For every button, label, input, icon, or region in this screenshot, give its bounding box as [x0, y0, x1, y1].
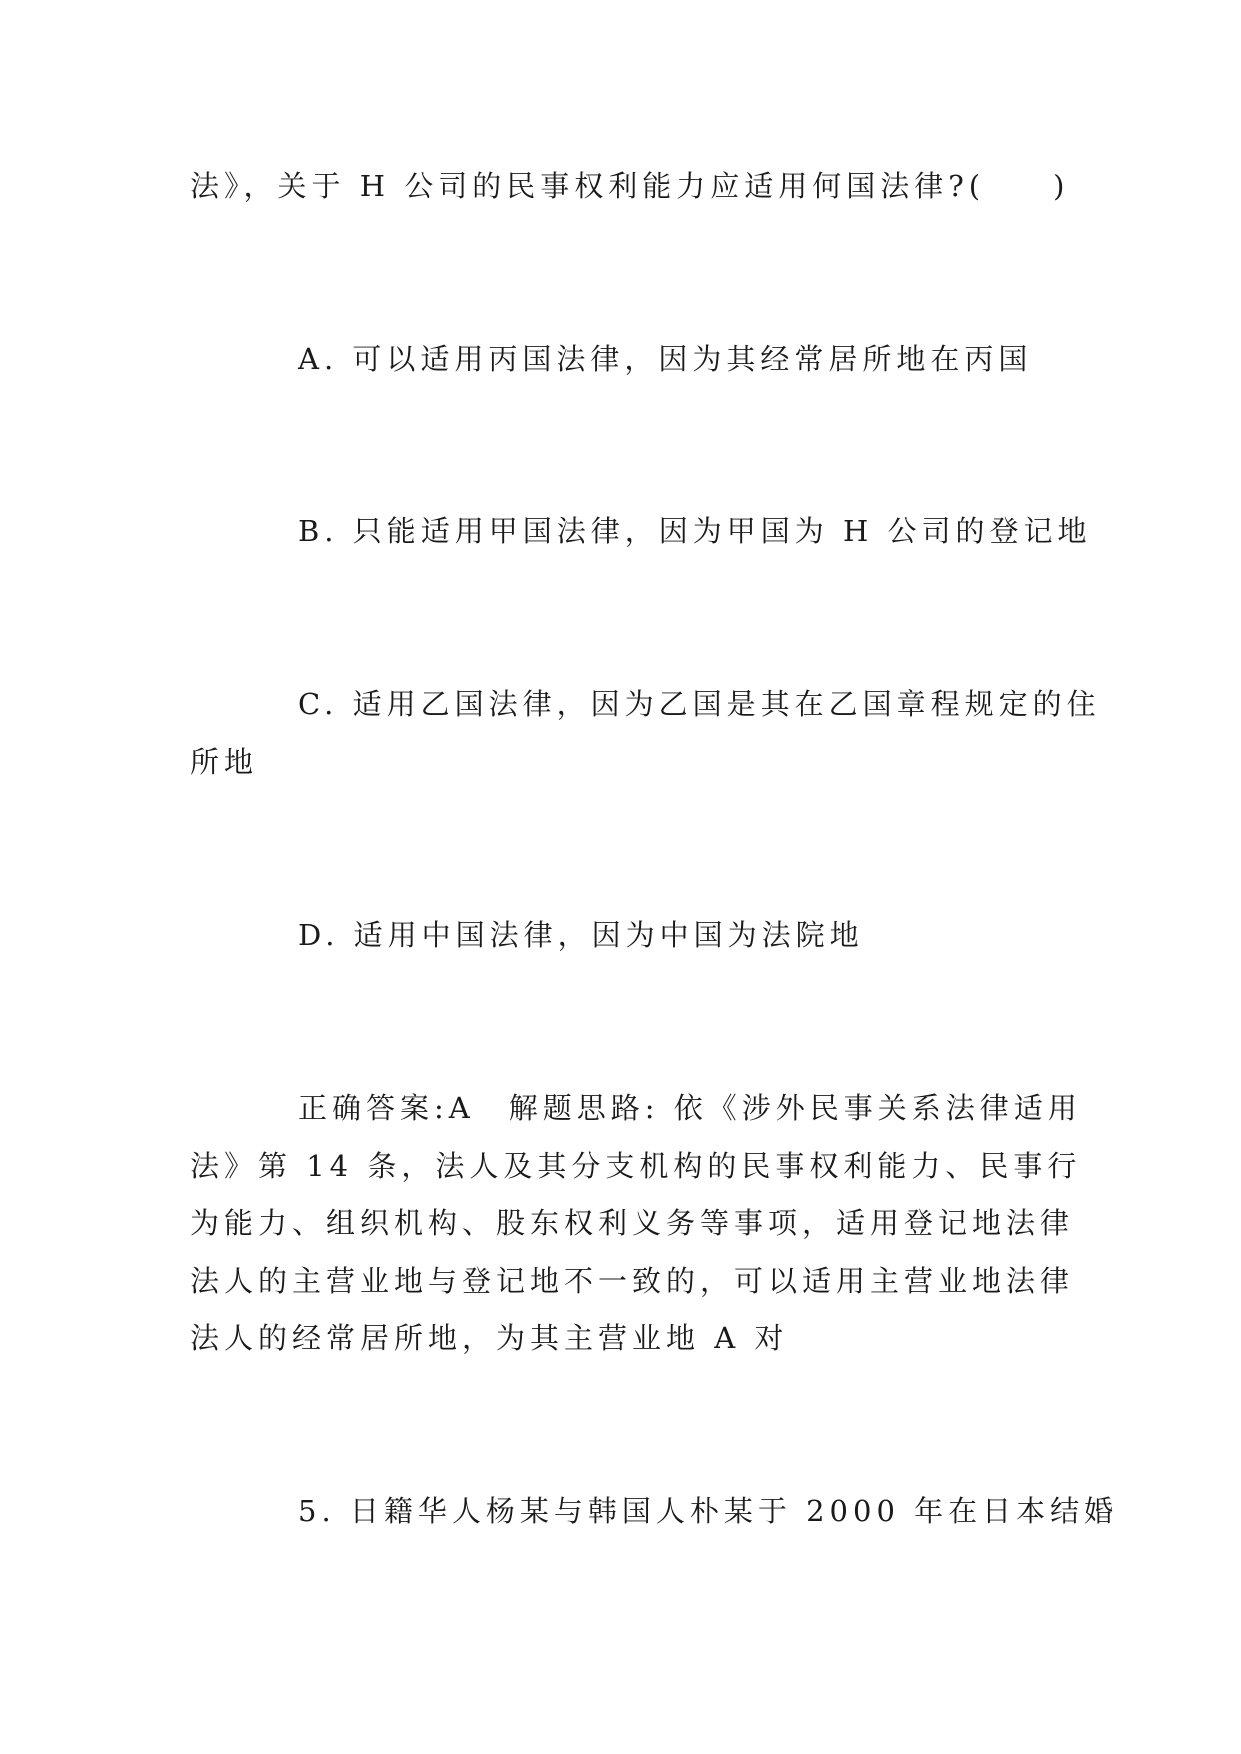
answer-line-3: 为能力、组织机构、股东权利义务等事项，适用登记地法律	[190, 1206, 1075, 1240]
answer-line-2: 法》第 14 条，法人及其分支机构的民事权利能力、民事行	[190, 1149, 1082, 1183]
answer-line-4: 法人的主营业地与登记地不一致的，可以适用主营业地法律	[190, 1264, 1075, 1298]
question-text-tail: 法》，关于 H 公司的民事权利能力应适用何国法律?( )	[190, 169, 1070, 203]
option-d: D. 适用中国法律，因为中国为法院地	[298, 918, 864, 952]
option-b: B. 只能适用甲国法律，因为甲国为 H 公司的登记地	[298, 514, 1092, 548]
next-question-text: 5. 日籍华人杨某与韩国人朴某于 2000 年在日本结婚	[298, 1494, 1119, 1528]
answer-line-1: 正确答案:A 解题思路: 依《涉外民事关系法律适用	[298, 1091, 1082, 1125]
option-c-continued: 所地	[190, 745, 259, 779]
option-a: A. 可以适用丙国法律，因为其经常居所地在丙国	[298, 342, 1033, 376]
option-c: C. 适用乙国法律，因为乙国是其在乙国章程规定的住	[298, 687, 1101, 721]
answer-line-5: 法人的经常居所地，为其主营业地 A 对	[190, 1321, 789, 1355]
